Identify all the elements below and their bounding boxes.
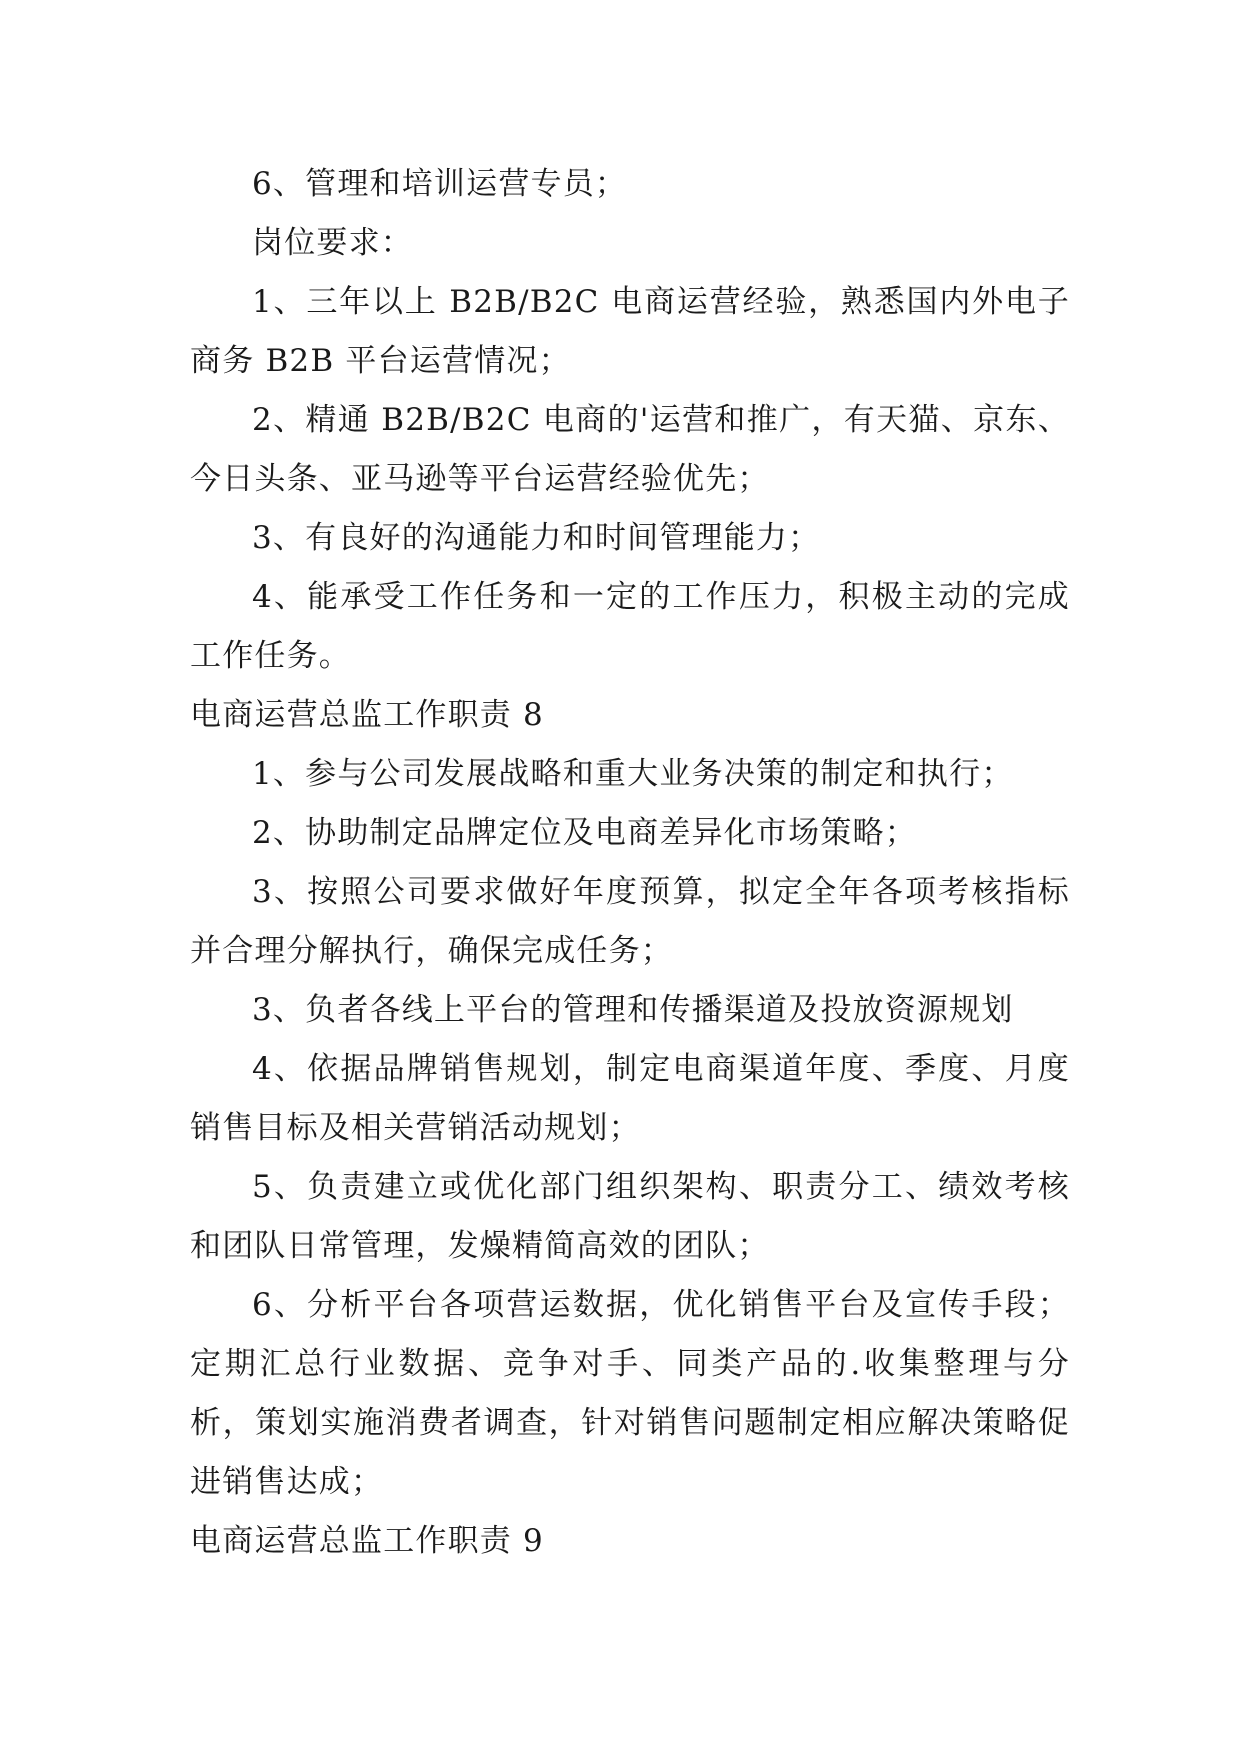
- section-heading: 电商运营总监工作职责 8: [190, 697, 544, 733]
- paragraph: 2、精通 B2B/B2C 电商的'运营和推广，有天猫、京东、今日头条、亚马逊等平台运营经验优先；: [190, 402, 1070, 497]
- paragraph: 6、管理和培训运营专员；: [252, 166, 628, 202]
- paragraph: 1、三年以上 B2B/B2C 电商运营经验，熟悉国内外电子商务 B2B 平台运营情况；: [190, 284, 1070, 379]
- document-body: [190, 155, 1070, 1571]
- paragraph: 5、负责建立或优化部门组织架构、职责分工、绩效考核和团队日常管理，发燥精简高效的团队；: [190, 1169, 1070, 1264]
- paragraph: 4、能承受工作任务和一定的工作压力，积极主动的完成工作任务。: [190, 579, 1070, 674]
- paragraph: 2、协助制定品牌定位及电商差异化市场策略；: [252, 815, 917, 851]
- paragraph: 6、分析平台各项营运数据，优化销售平台及宣传手段；定期汇总行业数据、竞争对手、同类产品的.收集整理与分析，策划实施消费者调查，针对销售问题制定相应解决策略促进销售达成；: [190, 1287, 1070, 1500]
- paragraph: 3、有良好的沟通能力和时间管理能力；: [252, 520, 821, 556]
- section-heading: 电商运营总监工作职责 9: [190, 1523, 544, 1559]
- paragraph: 3、按照公司要求做好年度预算，拟定全年各项考核指标并合理分解执行，确保完成任务；: [190, 874, 1070, 969]
- paragraph: 4、依据品牌销售规划，制定电商渠道年度、季度、月度销售目标及相关营销活动规划；: [190, 1051, 1070, 1146]
- paragraph: 岗位要求：: [252, 225, 413, 261]
- paragraph: 1、参与公司发展战略和重大业务决策的制定和执行；: [252, 756, 1014, 792]
- paragraph: 3、负者各线上平台的管理和传播渠道及投放资源规划: [252, 992, 1014, 1028]
